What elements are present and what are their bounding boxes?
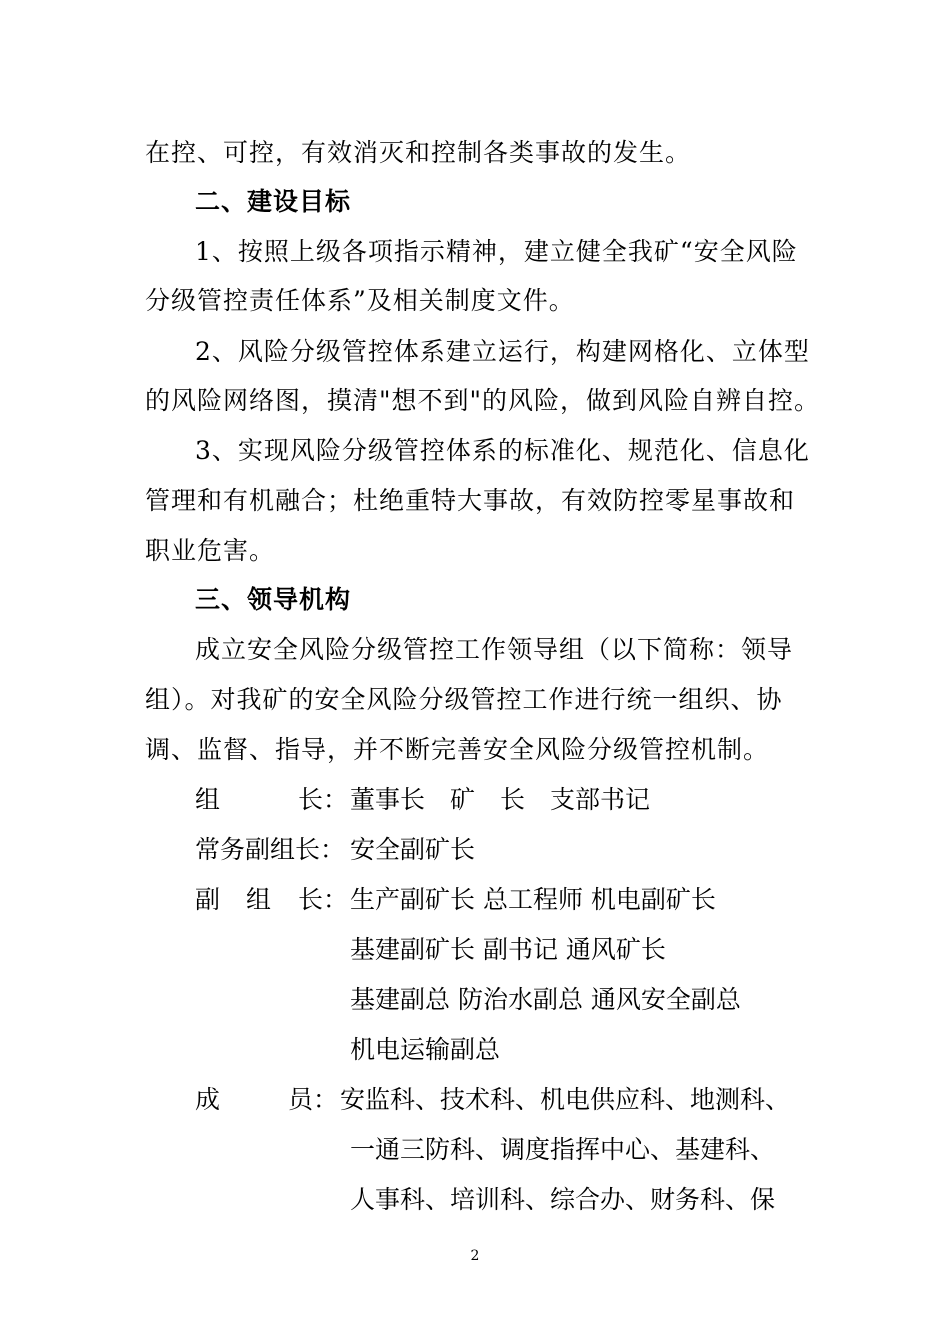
member-label: 成 — [195, 1085, 221, 1114]
member-label: 员： — [288, 1085, 339, 1114]
exec-deputy-value: 安全副矿长 — [350, 835, 476, 864]
leader-label: 组 — [195, 785, 221, 814]
leader-value: 董事长 矿 长 支部书记 — [350, 785, 651, 814]
page-number: 2 — [470, 1248, 480, 1264]
paragraph-line: 成立安全风险分级管控工作领导组（以下简称：领导 — [195, 635, 794, 664]
deputy-value: 生产副矿长 总工程师 机电副矿长 — [350, 885, 716, 914]
deputy-label: 组 — [246, 885, 272, 914]
deputy-label: 长： — [298, 885, 349, 914]
paragraph-line: 管理和有机融合；杜绝重特大事故，有效防控零星事故和 — [145, 486, 796, 515]
deputy-value: 基建副矿长 副书记 通风矿长 — [350, 935, 666, 964]
paragraph-line: 2、风险分级管控体系建立运行，构建网格化、立体型 — [195, 337, 810, 366]
paragraph-line: 3、实现风险分级管控体系的标准化、规范化、信息化 — [195, 436, 810, 465]
member-value: 安监科、技术科、机电供应科、地测科、 — [340, 1085, 791, 1114]
paragraph-line: 职业危害。 — [145, 536, 276, 565]
deputy-label: 副 — [195, 885, 221, 914]
deputy-value: 机电运输副总 — [350, 1035, 501, 1064]
leader-label: 长： — [298, 785, 349, 814]
section-heading-goals: 二、建设目标 — [195, 187, 352, 216]
paragraph-line: 分级管控责任体系”及相关制度文件。 — [145, 286, 575, 315]
paragraph-line: 的风险网络图，摸清"想不到"的风险，做到风险自辨自控。 — [145, 386, 821, 415]
member-value: 人事科、培训科、综合办、财务科、保 — [350, 1185, 776, 1214]
paragraph-line: 在控、可控，有效消灭和控制各类事故的发生。 — [145, 138, 692, 167]
section-heading-leadership: 三、领导机构 — [195, 585, 352, 614]
exec-deputy-label: 常务副组长： — [195, 835, 346, 864]
deputy-value: 基建副总 防治水副总 通风安全副总 — [350, 985, 741, 1014]
paragraph-line: 组）。对我矿的安全风险分级管控工作进行统一组织、协 — [145, 685, 783, 714]
paragraph-line: 调、监督、指导，并不断完善安全风险分级管控机制。 — [145, 735, 770, 764]
paragraph-line: 1、按照上级各项指示精神，建立健全我矿“安全风险 — [195, 237, 798, 266]
member-value: 一通三防科、调度指挥中心、基建科、 — [350, 1135, 776, 1164]
